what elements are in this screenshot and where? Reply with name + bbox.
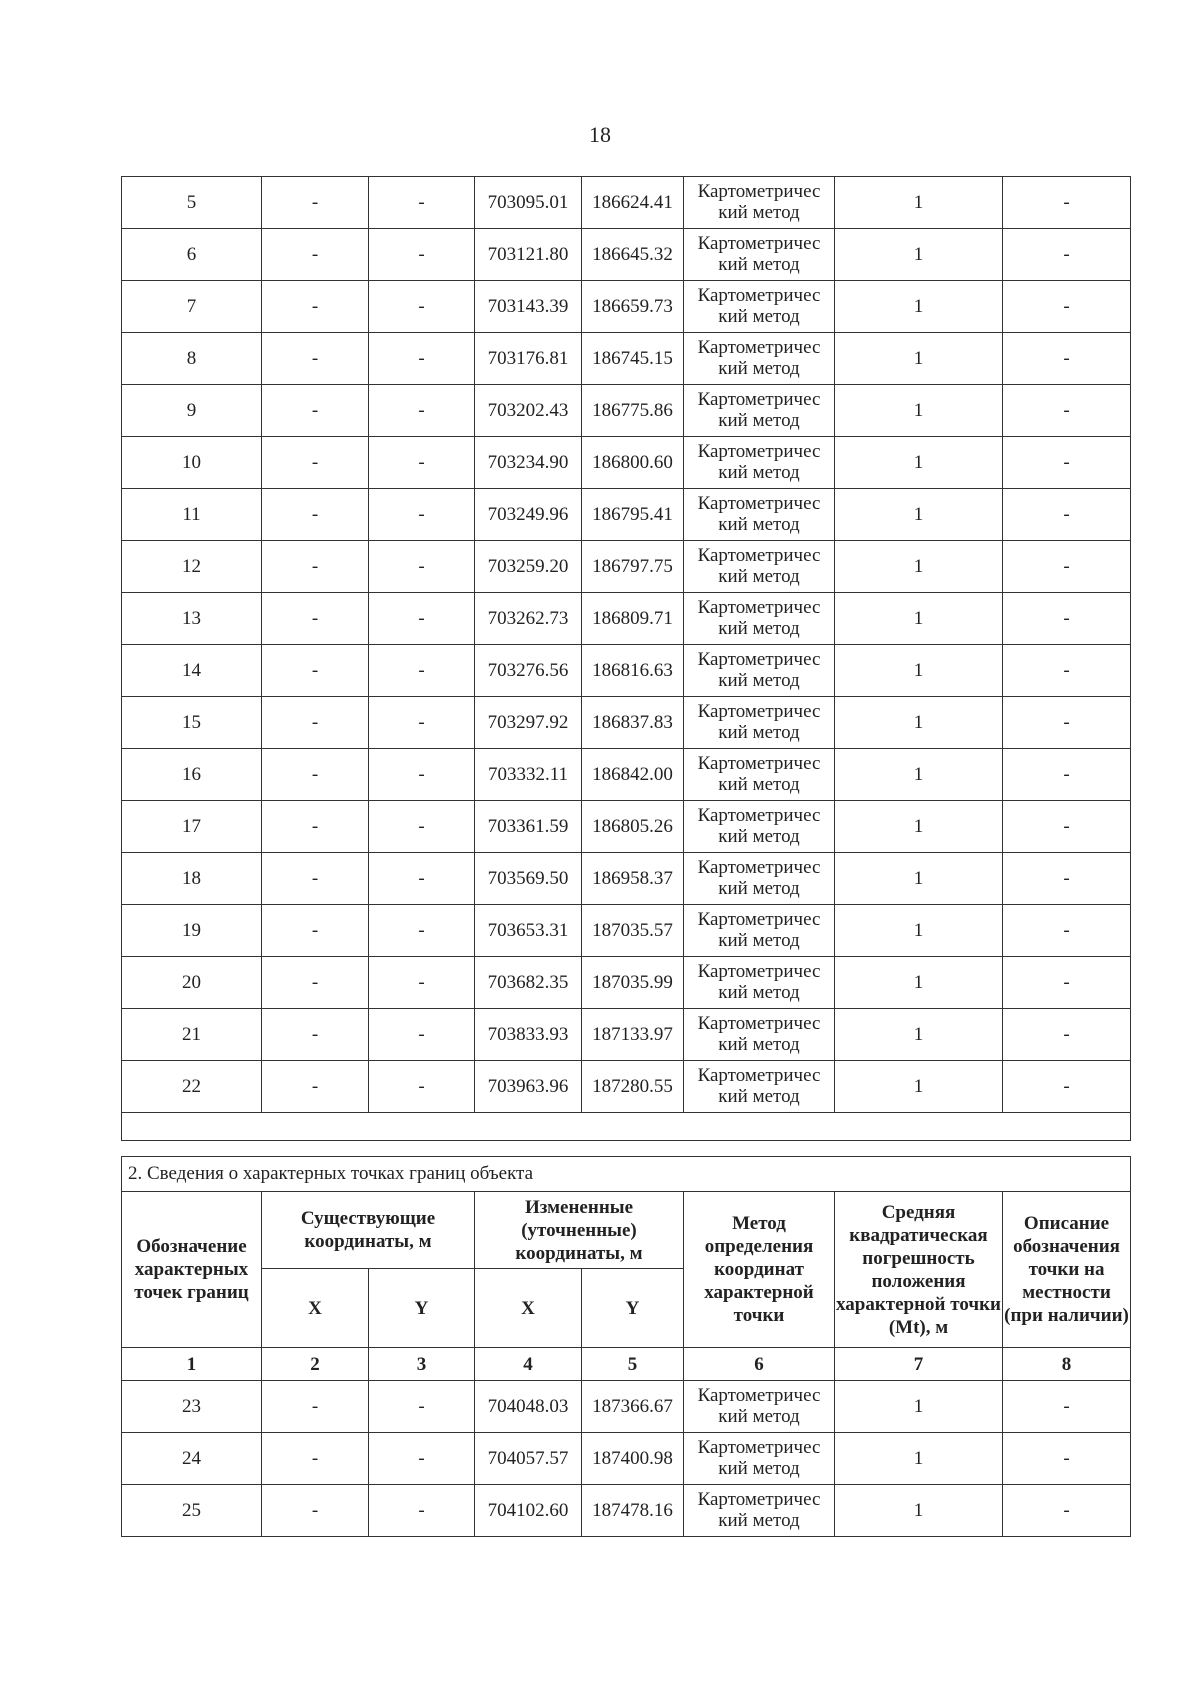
method-line-2: кий метод	[718, 773, 800, 795]
cell-description: -	[1003, 489, 1131, 541]
column-number: 2	[262, 1348, 369, 1381]
cell-x: 703249.96	[475, 489, 582, 541]
method-line-2: кий метод	[718, 669, 800, 691]
cell-method	[684, 385, 835, 437]
cell-existing-y: -	[369, 385, 475, 437]
cell-method	[684, 1433, 835, 1485]
method-line-2: кий метод	[718, 201, 800, 223]
cell-y: 186795.41	[582, 489, 684, 541]
cell-y: 186745.15	[582, 333, 684, 385]
header-point: Обозначение характерных точек границ	[122, 1192, 262, 1348]
cell-y: 187280.55	[582, 1061, 684, 1113]
cell-description: -	[1003, 697, 1131, 749]
cell-point: 16	[122, 749, 262, 801]
cell-existing-x: -	[262, 489, 369, 541]
cell-y: 186797.75	[582, 541, 684, 593]
method-line-2: кий метод	[718, 1085, 800, 1107]
cell-existing-x: -	[262, 541, 369, 593]
method-line-2: кий метод	[718, 929, 800, 951]
method-line-1: Картометричес	[697, 336, 821, 358]
column-number: 5	[582, 1348, 684, 1381]
cell-existing-y: -	[369, 957, 475, 1009]
cell-y: 186645.32	[582, 229, 684, 281]
method-line-2: кий метод	[718, 1509, 800, 1531]
cell-mt: 1	[835, 801, 1003, 853]
cell-mt: 1	[835, 749, 1003, 801]
cell-mt: 1	[835, 541, 1003, 593]
cell-existing-y: -	[369, 749, 475, 801]
cell-mt: 1	[835, 437, 1003, 489]
cell-existing-y: -	[369, 229, 475, 281]
cell-method	[684, 437, 835, 489]
cell-existing-x: -	[262, 957, 369, 1009]
cell-point: 17	[122, 801, 262, 853]
cell-x: 703234.90	[475, 437, 582, 489]
cell-existing-x: -	[262, 905, 369, 957]
cell-description: -	[1003, 905, 1131, 957]
method-line-1: Картометричес	[697, 1012, 821, 1034]
cell-method	[684, 801, 835, 853]
table-row	[122, 1061, 1131, 1113]
cell-existing-x: -	[262, 801, 369, 853]
cell-point: 21	[122, 1009, 262, 1061]
cell-description: -	[1003, 749, 1131, 801]
cell-x: 703176.81	[475, 333, 582, 385]
method-line-2: кий метод	[718, 513, 800, 535]
method-line-1: Картометричес	[697, 232, 821, 254]
header-method: Метод определения координат характерной точки	[684, 1192, 835, 1348]
cell-method	[684, 957, 835, 1009]
cell-description: -	[1003, 1009, 1131, 1061]
cell-existing-y: -	[369, 905, 475, 957]
cell-description: -	[1003, 281, 1131, 333]
header-existing-x: X	[262, 1269, 369, 1348]
cell-existing-x: -	[262, 229, 369, 281]
cell-x: 704102.60	[475, 1485, 582, 1537]
column-number: 4	[475, 1348, 582, 1381]
cell-x: 703262.73	[475, 593, 582, 645]
method-line-1: Картометричес	[697, 388, 821, 410]
cell-x: 703332.11	[475, 749, 582, 801]
column-number-row	[122, 1348, 1131, 1381]
cell-method	[684, 697, 835, 749]
cell-y: 186624.41	[582, 177, 684, 229]
cell-method	[684, 593, 835, 645]
cell-description: -	[1003, 385, 1131, 437]
table-row	[122, 957, 1131, 1009]
cell-method	[684, 333, 835, 385]
cell-point: 18	[122, 853, 262, 905]
cell-mt: 1	[835, 229, 1003, 281]
cell-method	[684, 853, 835, 905]
cell-mt: 1	[835, 1381, 1003, 1433]
header-changed-coords: Измененные (уточненные) координаты, м	[475, 1192, 684, 1269]
cell-point: 8	[122, 333, 262, 385]
table-row	[122, 437, 1131, 489]
cell-existing-x: -	[262, 385, 369, 437]
cell-x: 703833.93	[475, 1009, 582, 1061]
cell-existing-y: -	[369, 1061, 475, 1113]
cell-description: -	[1003, 957, 1131, 1009]
column-number: 6	[684, 1348, 835, 1381]
cell-y: 186805.26	[582, 801, 684, 853]
cell-point: 12	[122, 541, 262, 593]
cell-point: 15	[122, 697, 262, 749]
table-row	[122, 905, 1131, 957]
cell-mt: 1	[835, 489, 1003, 541]
table-row	[122, 541, 1131, 593]
cell-existing-y: -	[369, 801, 475, 853]
table-caption-row	[122, 1157, 1131, 1192]
cell-existing-y: -	[369, 281, 475, 333]
method-line-2: кий метод	[718, 877, 800, 899]
header-row	[122, 1192, 1131, 1269]
method-line-2: кий метод	[718, 981, 800, 1003]
cell-point: 6	[122, 229, 262, 281]
cell-existing-x: -	[262, 1381, 369, 1433]
cell-method	[684, 1009, 835, 1061]
cell-existing-x: -	[262, 697, 369, 749]
cell-method	[684, 489, 835, 541]
table-row	[122, 697, 1131, 749]
table-row	[122, 1485, 1131, 1537]
cell-description: -	[1003, 801, 1131, 853]
method-line-2: кий метод	[718, 565, 800, 587]
cell-mt: 1	[835, 853, 1003, 905]
cell-description: -	[1003, 229, 1131, 281]
header-changed-y: Y	[582, 1269, 684, 1348]
method-line-1: Картометричес	[697, 700, 821, 722]
cell-mt: 1	[835, 593, 1003, 645]
cell-existing-y: -	[369, 593, 475, 645]
table-row	[122, 1433, 1131, 1485]
cell-method	[684, 1381, 835, 1433]
header-existing-y: Y	[369, 1269, 475, 1348]
cell-existing-x: -	[262, 593, 369, 645]
cell-existing-x: -	[262, 853, 369, 905]
cell-method	[684, 645, 835, 697]
boundary-points-table-continued	[121, 176, 1131, 1141]
method-line-1: Картометричес	[697, 596, 821, 618]
cell-y: 187478.16	[582, 1485, 684, 1537]
cell-mt: 1	[835, 905, 1003, 957]
cell-x: 703361.59	[475, 801, 582, 853]
cell-existing-x: -	[262, 1061, 369, 1113]
cell-existing-y: -	[369, 697, 475, 749]
method-line-1: Картометричес	[697, 492, 821, 514]
cell-mt: 1	[835, 1433, 1003, 1485]
cell-mt: 1	[835, 697, 1003, 749]
cell-y: 186659.73	[582, 281, 684, 333]
method-line-1: Картометричес	[697, 544, 821, 566]
cell-y: 186958.37	[582, 853, 684, 905]
method-line-1: Картометричес	[697, 752, 821, 774]
method-line-1: Картометричес	[697, 648, 821, 670]
cell-description: -	[1003, 437, 1131, 489]
cell-point: 11	[122, 489, 262, 541]
cell-x: 704057.57	[475, 1433, 582, 1485]
cell-existing-x: -	[262, 177, 369, 229]
cell-x: 703202.43	[475, 385, 582, 437]
cell-existing-y: -	[369, 1433, 475, 1485]
cell-description: -	[1003, 1381, 1131, 1433]
method-line-1: Картометричес	[697, 960, 821, 982]
method-line-2: кий метод	[718, 305, 800, 327]
table-row	[122, 177, 1131, 229]
cell-x: 703259.20	[475, 541, 582, 593]
table-row	[122, 1009, 1131, 1061]
header-changed-x: X	[475, 1269, 582, 1348]
cell-existing-y: -	[369, 177, 475, 229]
cell-y: 187035.99	[582, 957, 684, 1009]
cell-description: -	[1003, 177, 1131, 229]
method-line-2: кий метод	[718, 1405, 800, 1427]
table-row	[122, 645, 1131, 697]
cell-existing-y: -	[369, 645, 475, 697]
cell-method	[684, 229, 835, 281]
cell-method	[684, 1485, 835, 1537]
method-line-2: кий метод	[718, 1457, 800, 1479]
cell-description: -	[1003, 333, 1131, 385]
column-number: 3	[369, 1348, 475, 1381]
cell-method	[684, 541, 835, 593]
method-line-2: кий метод	[718, 617, 800, 639]
cell-point: 7	[122, 281, 262, 333]
cell-mt: 1	[835, 333, 1003, 385]
method-line-2: кий метод	[718, 409, 800, 431]
table-row	[122, 749, 1131, 801]
cell-x: 703121.80	[475, 229, 582, 281]
cell-point: 22	[122, 1061, 262, 1113]
method-line-2: кий метод	[718, 253, 800, 275]
cell-existing-x: -	[262, 281, 369, 333]
method-line-1: Картометричес	[697, 180, 821, 202]
cell-y: 186800.60	[582, 437, 684, 489]
cell-point: 24	[122, 1433, 262, 1485]
method-line-1: Картометричес	[697, 1384, 821, 1406]
method-line-2: кий метод	[718, 721, 800, 743]
cell-existing-x: -	[262, 333, 369, 385]
method-line-2: кий метод	[718, 461, 800, 483]
method-line-1: Картометричес	[697, 1488, 821, 1510]
cell-existing-y: -	[369, 541, 475, 593]
cell-mt: 1	[835, 957, 1003, 1009]
cell-x: 703095.01	[475, 177, 582, 229]
method-line-1: Картометричес	[697, 856, 821, 878]
cell-mt: 1	[835, 385, 1003, 437]
cell-description: -	[1003, 1485, 1131, 1537]
cell-description: -	[1003, 1433, 1131, 1485]
table-row	[122, 593, 1131, 645]
cell-y: 186809.71	[582, 593, 684, 645]
cell-method	[684, 905, 835, 957]
cell-method	[684, 1061, 835, 1113]
cell-point: 10	[122, 437, 262, 489]
cell-method	[684, 177, 835, 229]
page-number: 18	[589, 122, 611, 147]
cell-description: -	[1003, 645, 1131, 697]
cell-mt: 1	[835, 177, 1003, 229]
header-mt: Средняя квадратическая погрешность положения характерной точки (Mt), м	[835, 1192, 1003, 1348]
table-caption: 2. Сведения о характерных точках границ объекта	[122, 1157, 1131, 1192]
table-row	[122, 333, 1131, 385]
cell-x: 703682.35	[475, 957, 582, 1009]
cell-mt: 1	[835, 1061, 1003, 1113]
cell-y: 187035.57	[582, 905, 684, 957]
cell-mt: 1	[835, 281, 1003, 333]
table-row	[122, 229, 1131, 281]
cell-y: 186816.63	[582, 645, 684, 697]
filler-cell	[122, 1113, 1131, 1141]
method-line-1: Картометричес	[697, 804, 821, 826]
table-filler-row	[122, 1113, 1131, 1141]
table-row	[122, 853, 1131, 905]
cell-existing-y: -	[369, 1009, 475, 1061]
column-number: 1	[122, 1348, 262, 1381]
header-description: Описание обозначения точки на местности (при наличии)	[1003, 1192, 1131, 1348]
cell-description: -	[1003, 541, 1131, 593]
cell-x: 703569.50	[475, 853, 582, 905]
cell-point: 9	[122, 385, 262, 437]
cell-x: 703143.39	[475, 281, 582, 333]
cell-existing-x: -	[262, 437, 369, 489]
cell-y: 186842.00	[582, 749, 684, 801]
cell-point: 23	[122, 1381, 262, 1433]
cell-description: -	[1003, 1061, 1131, 1113]
method-line-2: кий метод	[718, 357, 800, 379]
cell-method	[684, 749, 835, 801]
cell-y: 187133.97	[582, 1009, 684, 1061]
cell-point: 13	[122, 593, 262, 645]
method-line-1: Картометричес	[697, 440, 821, 462]
cell-existing-y: -	[369, 853, 475, 905]
cell-y: 186775.86	[582, 385, 684, 437]
cell-existing-y: -	[369, 1485, 475, 1537]
cell-description: -	[1003, 853, 1131, 905]
cell-existing-x: -	[262, 1009, 369, 1061]
cell-point: 14	[122, 645, 262, 697]
cell-x: 703653.31	[475, 905, 582, 957]
header-existing-coords: Существующие координаты, м	[262, 1192, 475, 1269]
cell-mt: 1	[835, 1485, 1003, 1537]
cell-mt: 1	[835, 1009, 1003, 1061]
cell-point: 5	[122, 177, 262, 229]
cell-x: 704048.03	[475, 1381, 582, 1433]
cell-point: 25	[122, 1485, 262, 1537]
method-line-1: Картометричес	[697, 1436, 821, 1458]
cell-x: 703276.56	[475, 645, 582, 697]
cell-y: 187366.67	[582, 1381, 684, 1433]
cell-existing-y: -	[369, 437, 475, 489]
cell-x: 703963.96	[475, 1061, 582, 1113]
table-row	[122, 801, 1131, 853]
cell-x: 703297.92	[475, 697, 582, 749]
table-row	[122, 281, 1131, 333]
method-line-1: Картометричес	[697, 284, 821, 306]
cell-point: 20	[122, 957, 262, 1009]
cell-mt: 1	[835, 645, 1003, 697]
table-row	[122, 385, 1131, 437]
cell-existing-y: -	[369, 333, 475, 385]
column-number: 7	[835, 1348, 1003, 1381]
table-row	[122, 1381, 1131, 1433]
cell-description: -	[1003, 593, 1131, 645]
cell-existing-y: -	[369, 489, 475, 541]
cell-existing-x: -	[262, 1433, 369, 1485]
cell-existing-y: -	[369, 1381, 475, 1433]
method-line-1: Картометричес	[697, 908, 821, 930]
cell-y: 186837.83	[582, 697, 684, 749]
cell-method	[684, 281, 835, 333]
method-line-2: кий метод	[718, 825, 800, 847]
cell-point: 19	[122, 905, 262, 957]
method-line-1: Картометричес	[697, 1064, 821, 1086]
cell-existing-x: -	[262, 1485, 369, 1537]
method-line-2: кий метод	[718, 1033, 800, 1055]
cell-y: 187400.98	[582, 1433, 684, 1485]
column-number: 8	[1003, 1348, 1131, 1381]
cell-existing-x: -	[262, 749, 369, 801]
cell-existing-x: -	[262, 645, 369, 697]
table-row	[122, 489, 1131, 541]
boundary-points-table	[121, 1156, 1131, 1537]
